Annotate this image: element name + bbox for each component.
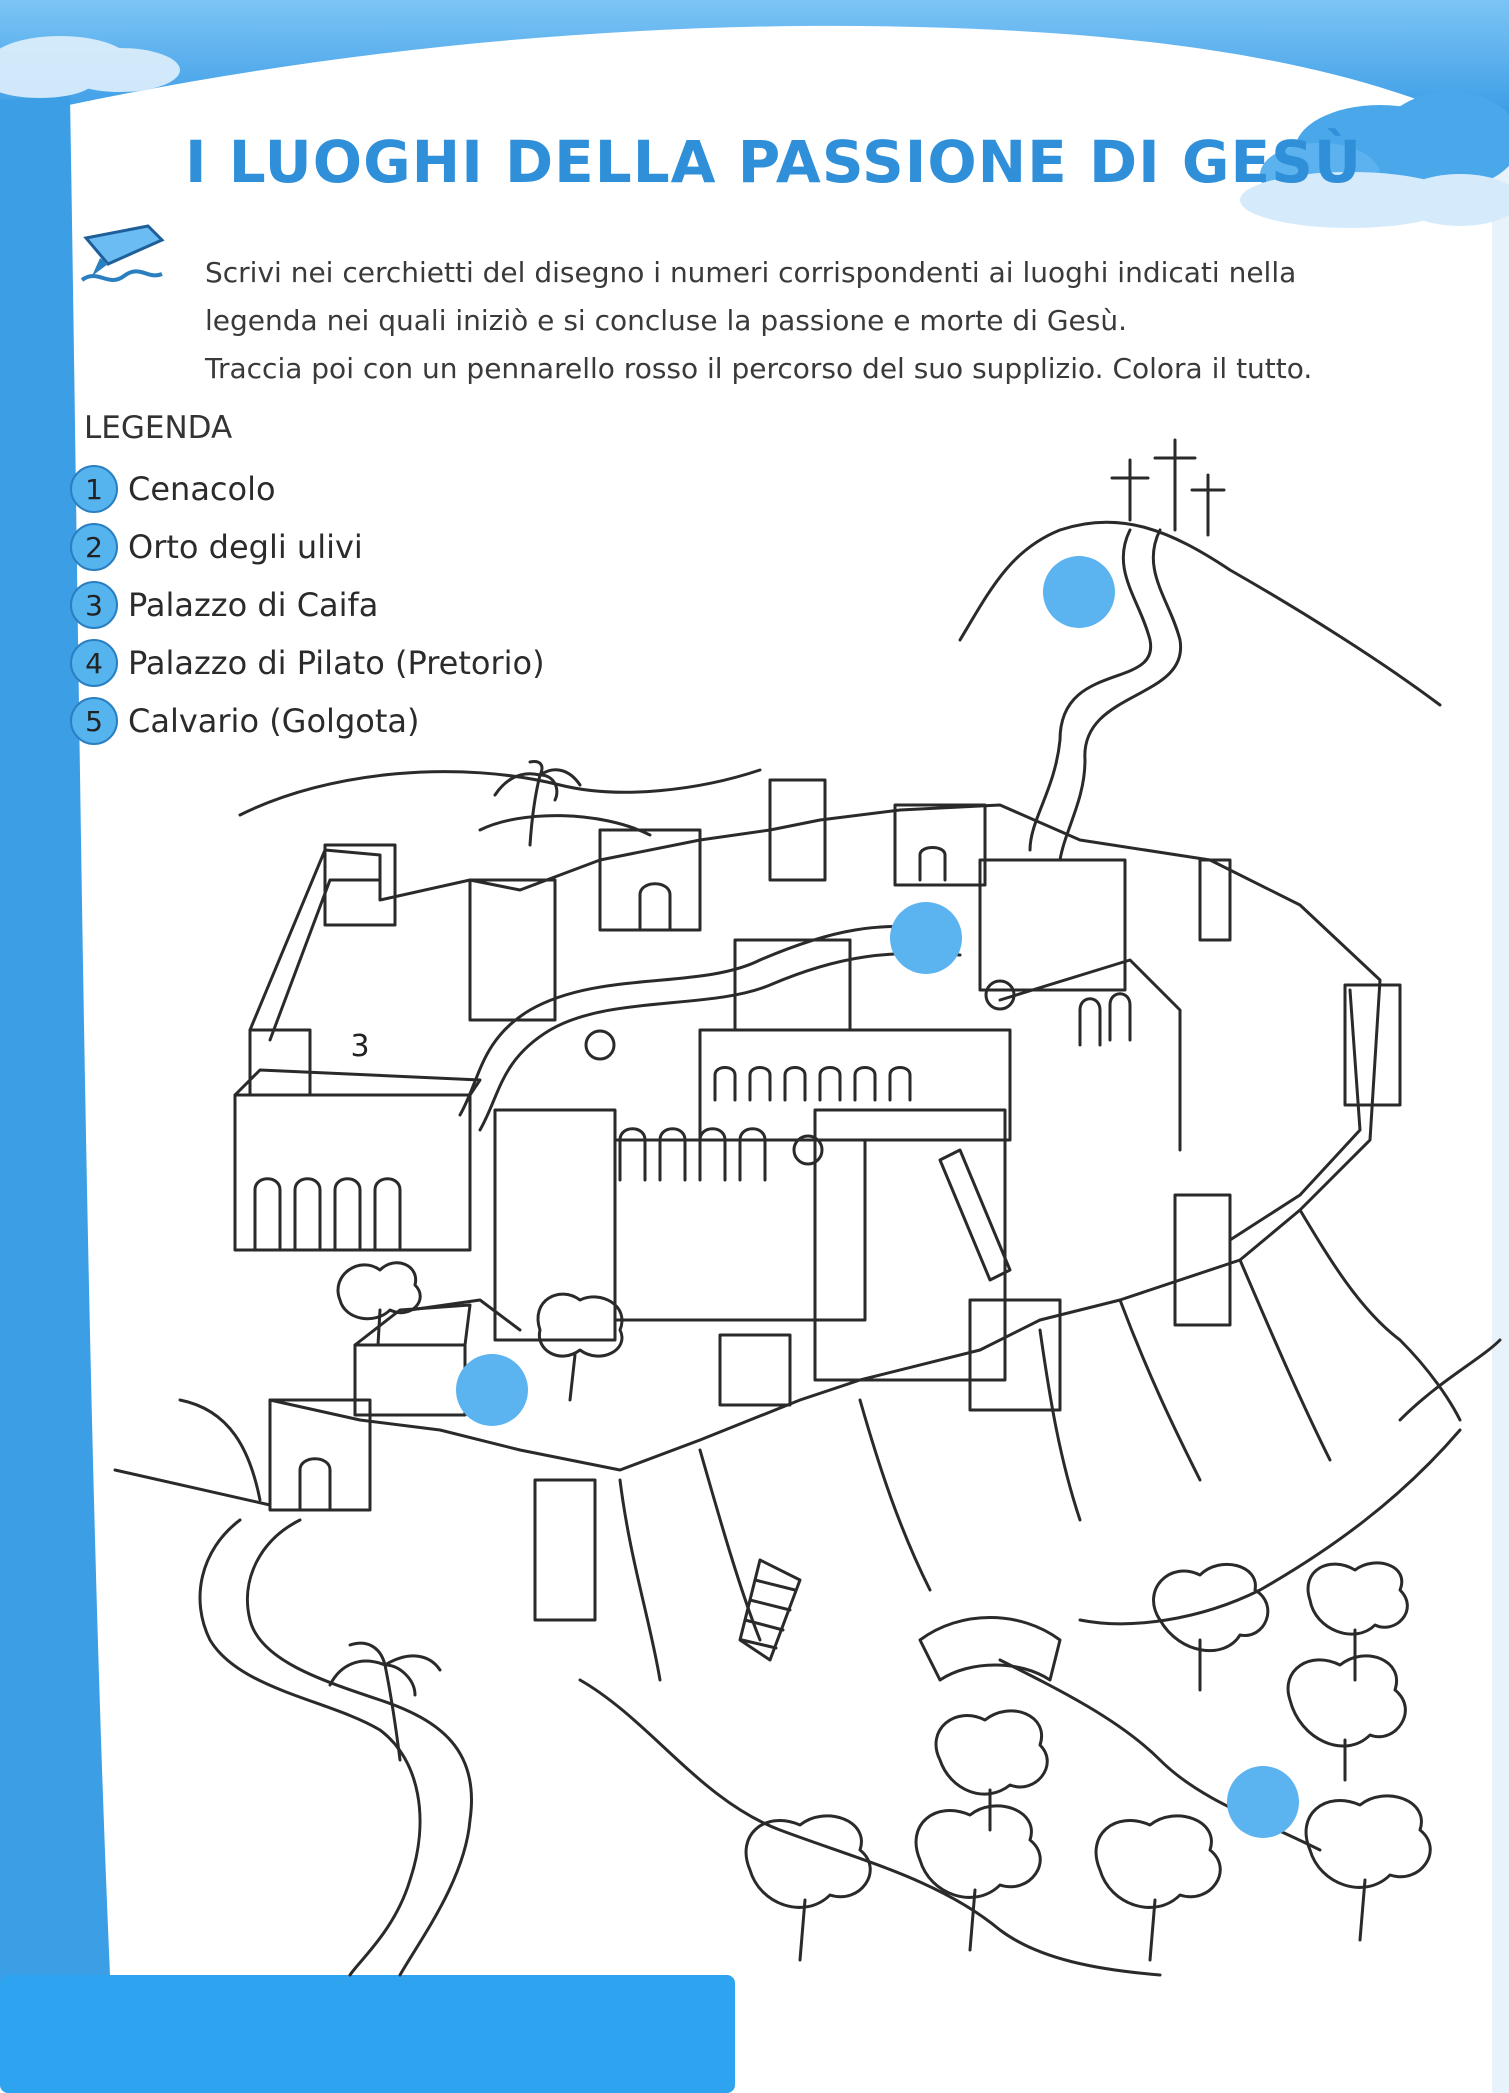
answer-circle[interactable] — [1227, 1766, 1299, 1838]
legend-number-badge: 3 — [70, 581, 118, 629]
legend-number-badge: 2 — [70, 523, 118, 571]
instruction-line: Scrivi nei cerchietti del disegno i numeri corrispondenti ai luoghi indicati nella — [205, 256, 1297, 289]
three-crosses-icon — [1112, 440, 1224, 535]
pilate-palace-building — [495, 860, 1180, 1380]
answer-circle[interactable] — [1043, 556, 1115, 628]
page-title: I LUOGHI DELLA PASSIONE DI GESÙ — [185, 128, 1363, 196]
legend-title: LEGENDA — [84, 410, 233, 446]
tower — [325, 780, 1400, 1620]
legend-number-badge: 1 — [70, 465, 118, 513]
stairs — [740, 1560, 800, 1660]
answer-circle[interactable] — [456, 1354, 528, 1426]
answer-circle[interactable] — [890, 902, 962, 974]
bridge — [920, 1618, 1060, 1681]
legend-number-badge: 4 — [70, 639, 118, 687]
legend-label: Palazzo di Caifa — [128, 586, 379, 624]
instruction-line: legenda nei quali iniziò e si concluse la passione e morte di Gesù. — [205, 304, 1127, 337]
hill-line — [240, 770, 760, 815]
legend-number-badge: 5 — [70, 697, 118, 745]
legend-label: Orto degli ulivi — [128, 528, 363, 566]
instruction-line: Traccia poi con un pennarello rosso il percorso del suo supplizio. Colora il tutto. — [205, 352, 1313, 385]
gate-arch — [270, 848, 945, 1511]
road — [247, 1520, 471, 1975]
valley-line — [580, 1680, 1160, 1975]
cliff — [620, 1210, 1500, 1680]
legend-label: Palazzo di Pilato (Pretorio) — [128, 644, 545, 682]
answer-circle[interactable]: 3 — [350, 1028, 370, 1064]
legend-label: Cenacolo — [128, 470, 276, 508]
calvary-hill — [960, 522, 1440, 860]
legend-label: Calvario (Golgota) — [128, 702, 420, 740]
